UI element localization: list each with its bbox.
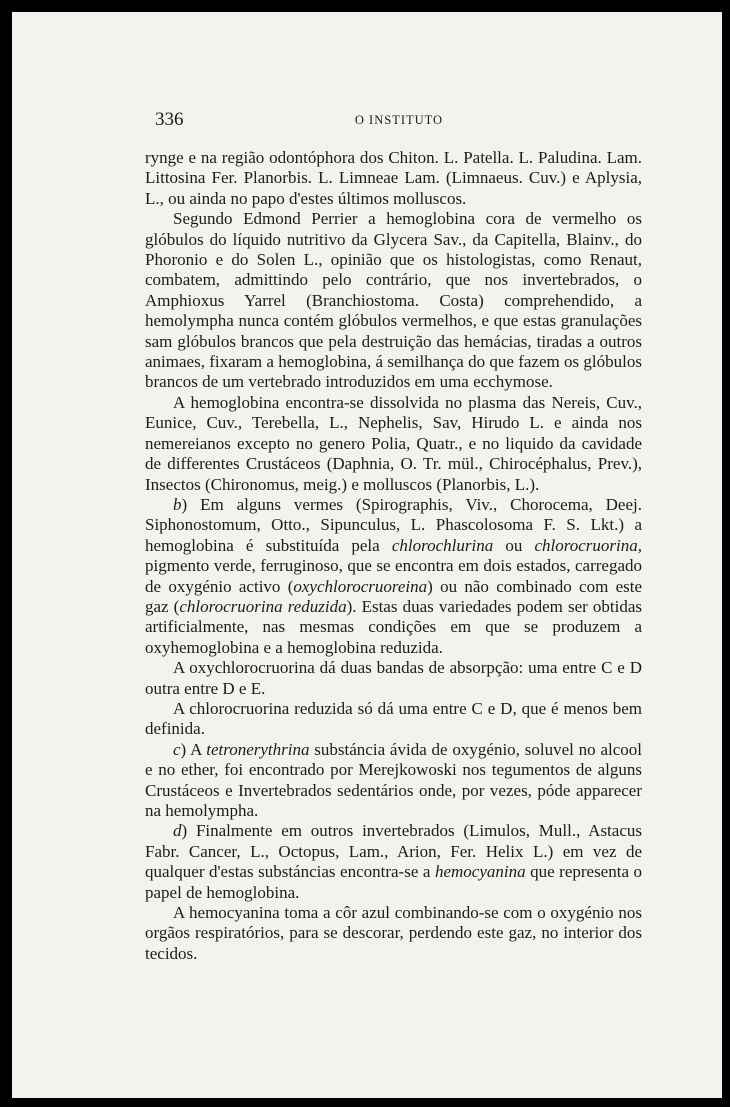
text-run: ) A (180, 739, 207, 759)
text-run: ) ou não combinado com este gaz ( (145, 576, 642, 616)
italic-term: hemocyanina (434, 862, 526, 882)
italic-term: chlorochlurina (391, 535, 494, 555)
text-run: ). Estas duas variedades podem ser obtidas artificialmente, nas mesmas condições em que se produzem a oxyhemoglobina e a hemoglobina reduzida. (145, 596, 642, 657)
italic-term: oxychlorocruoreina (293, 576, 428, 596)
paragraph (145, 209, 642, 393)
body-text (145, 148, 642, 964)
paragraph (145, 658, 642, 699)
paragraph (145, 393, 642, 495)
page-number: 336 (155, 109, 184, 130)
text-run: que representa o papel de hemoglobina. (145, 862, 643, 902)
text-run: A chlorocruorina reduzida só dá uma entre C e D, que é menos bem definida. (145, 698, 642, 739)
running-head (155, 109, 643, 131)
text-run: A hemocyanina toma a côr azul combinando-se com o oxygénio nos orgãos respiratórios, para se descorar, perdendo este gaz, no interior dos tecidos. (145, 903, 642, 963)
journal-title: O INSTITUTO (354, 113, 444, 127)
list-marker: d (173, 821, 182, 841)
paragraph (145, 148, 642, 209)
text-run: ou (493, 535, 535, 555)
text-run: rynge e na região odontóphora dos Chiton. L. Patella. L. Paludina. Lam. Littosina Fer. Planorbis. L. Limneae Lam. (Limnaeus. Cuv.) e Aplysia, L., ou ainda no papo d'estes últimos molluscos. (145, 148, 642, 208)
paragraph (145, 821, 642, 903)
list-marker: b (173, 494, 182, 514)
text-run: A hemoglobina encontra-se dissolvida no plasma das Nereis, Cuv., Eunice, Cuv., Terebella, L., Nephelis, Sav, Hirudo L. e ainda nos nemereianos excepto no genero Polia, Quatr., e no liquido da cavidade de differentes Crustáceos (Daphnia, O. Tr. mül., Chirocéphalus, Prev.), Insectos (Chironomus, meig.) e molluscos (Planorbis, L.). (145, 392, 642, 494)
text-run: A oxychlorocruorina dá duas bandas de absorpção: uma entre C e D outra entre D e E. (145, 658, 642, 698)
paragraph (145, 903, 642, 964)
text-run: ) Finalmente em outros invertebrados (Limulos, Mull., Astacus Fabr. Cancer, L., Octopus, Lam., Arion, Fer. Helix L.) em vez de qualquer d'estas substáncias encontra-se a (145, 821, 642, 882)
page (12, 12, 722, 1098)
text-run: Segundo Edmond Perrier a hemoglobina cora de vermelho os glóbulos do líquido nutritivo da Glycera Sav., da Capitella, Blainv., do Phoronio e do Solen L., opinião que os histologistas, como Renaut, combatem, admittindo pelo contrário, que nos invertebrados, o Amphioxus Yarrel (Branchiostoma. Costa) comprehendido, a hemolympha nunca contém glóbulos vermelhos, e que estas granulações sam glóbulos brancos que pela destruição das hemácias, tiradas a outros animaes, fixaram a hemoglobina, á semilhança do que fazem os glóbulos brancos de um vertebrado introduzidos em uma ecchymose. (145, 209, 642, 392)
paragraph (145, 495, 642, 658)
paragraph (145, 699, 642, 740)
paragraph (145, 740, 642, 822)
italic-term: chlorocruorina, (534, 535, 643, 555)
list-marker: c (173, 739, 181, 759)
italic-term: tetronerythrina (206, 739, 310, 759)
italic-term: chlorocruorina reduzida (179, 596, 347, 616)
text-run: pigmento verde, ferruginoso, que se encontra em dois estados, carregado de oxygénio activo ( (145, 556, 642, 596)
text-run: ) Em alguns vermes (Spirographis, Viv., Chorocema, Deej. Siphonostomum, Otto., Sipunculus, L. Phascolosoma F. S. Lkt.) a hemoglobina é substituída pela (145, 494, 642, 555)
text-run: substáncia ávida de oxygénio, soluvel no alcool e no ether, foi encontrado por Merejkowoski nos tegumentos de alguns Crustáceos e Invertebrados sedentários onde, por vezes, póde apparecer na hemolympha. (145, 739, 642, 820)
